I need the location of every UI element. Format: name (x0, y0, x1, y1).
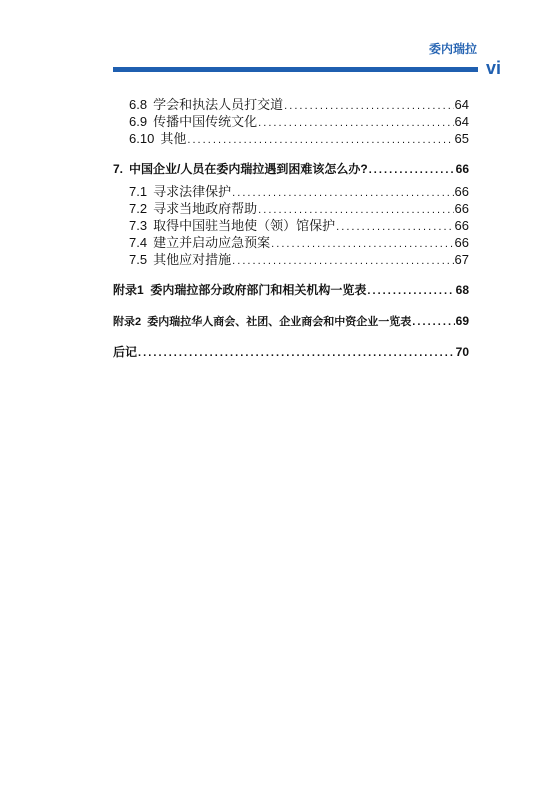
toc-entry-title: 附录2 委内瑞拉华人商会、社团、企业商会和中资企业一览表 (113, 316, 412, 328)
toc-entry-number: 6.8 (129, 97, 148, 112)
toc-entry-page: 66 (454, 218, 469, 233)
running-header-title: 委内瑞拉 (428, 42, 477, 56)
toc-entry-page: 69 (455, 314, 469, 328)
dot-leader (258, 115, 453, 132)
dot-leader (271, 236, 453, 253)
toc-entry-6-8[interactable] (113, 96, 469, 113)
toc-entry-title: 附录1 委内瑞拉部分政府部门和相关机构一览表 (113, 283, 367, 297)
toc-entry-7-5[interactable] (113, 251, 469, 268)
dot-leader (284, 98, 453, 115)
toc-entry-title: 学会和执法人员打交道 (153, 97, 284, 112)
toc-entry-7-4[interactable] (113, 234, 469, 251)
toc-entry-number: 7.1 (129, 184, 148, 199)
dot-leader (232, 253, 453, 270)
dot-leader (336, 219, 453, 236)
dot-leader (412, 314, 454, 331)
toc-afterword[interactable] (113, 344, 469, 361)
toc-entry-7-3[interactable] (113, 217, 469, 234)
toc-entry-6-10[interactable] (113, 130, 469, 147)
toc-entry-7-2[interactable] (113, 200, 469, 217)
page-number: vi (486, 58, 502, 78)
toc-entry-title: 其他应对措施 (153, 252, 232, 267)
toc-entry-number: 6.10 (129, 131, 155, 146)
toc-entry-number: 7.5 (129, 252, 148, 267)
toc-entry-page: 66 (455, 162, 469, 176)
toc-entry-page: 66 (454, 184, 469, 199)
toc-entry-page: 68 (455, 283, 469, 297)
toc-entry-title: 建立并启动应急预案 (153, 235, 271, 250)
toc-appendix-1[interactable] (113, 282, 469, 299)
toc-entry-title: 传播中国传统文化 (153, 114, 258, 129)
toc-entry-number: 7.2 (129, 201, 148, 216)
toc-entry-page: 70 (455, 345, 469, 359)
toc-entry-page: 66 (454, 235, 469, 250)
toc-entry-title: 寻求当地政府帮助 (153, 201, 258, 216)
toc-entry-title: 取得中国驻当地使（领）馆保护 (153, 218, 336, 233)
toc-entry-page: 64 (454, 114, 469, 129)
toc-entry-number: 7.4 (129, 235, 148, 250)
toc-entry-title: 中国企业/人员在委内瑞拉遇到困难该怎么办? (129, 162, 368, 176)
toc-entry-number: 7. (113, 162, 124, 176)
toc-entry-number: 6.9 (129, 114, 148, 129)
toc-entry-title: 其他 (160, 131, 187, 146)
toc-entry-6-9[interactable] (113, 113, 469, 130)
toc-entry-7-1[interactable] (113, 183, 469, 200)
toc-entry-number: 7.3 (129, 218, 148, 233)
table-of-contents (113, 96, 469, 361)
toc-entry-page: 64 (454, 97, 469, 112)
header-rule (113, 67, 478, 72)
toc-entry-page: 67 (454, 252, 469, 267)
toc-entry-page: 65 (454, 131, 469, 146)
toc-entry-page: 66 (454, 201, 469, 216)
toc-appendix-2[interactable] (113, 313, 469, 330)
dot-leader (232, 185, 453, 202)
dot-leader (187, 132, 453, 149)
dot-leader (369, 162, 455, 179)
toc-chapter-7[interactable] (113, 161, 469, 178)
dot-leader (367, 283, 454, 300)
toc-entry-title: 后记 (113, 345, 138, 359)
toc-entry-title: 寻求法律保护 (153, 184, 232, 199)
dot-leader (138, 345, 455, 362)
